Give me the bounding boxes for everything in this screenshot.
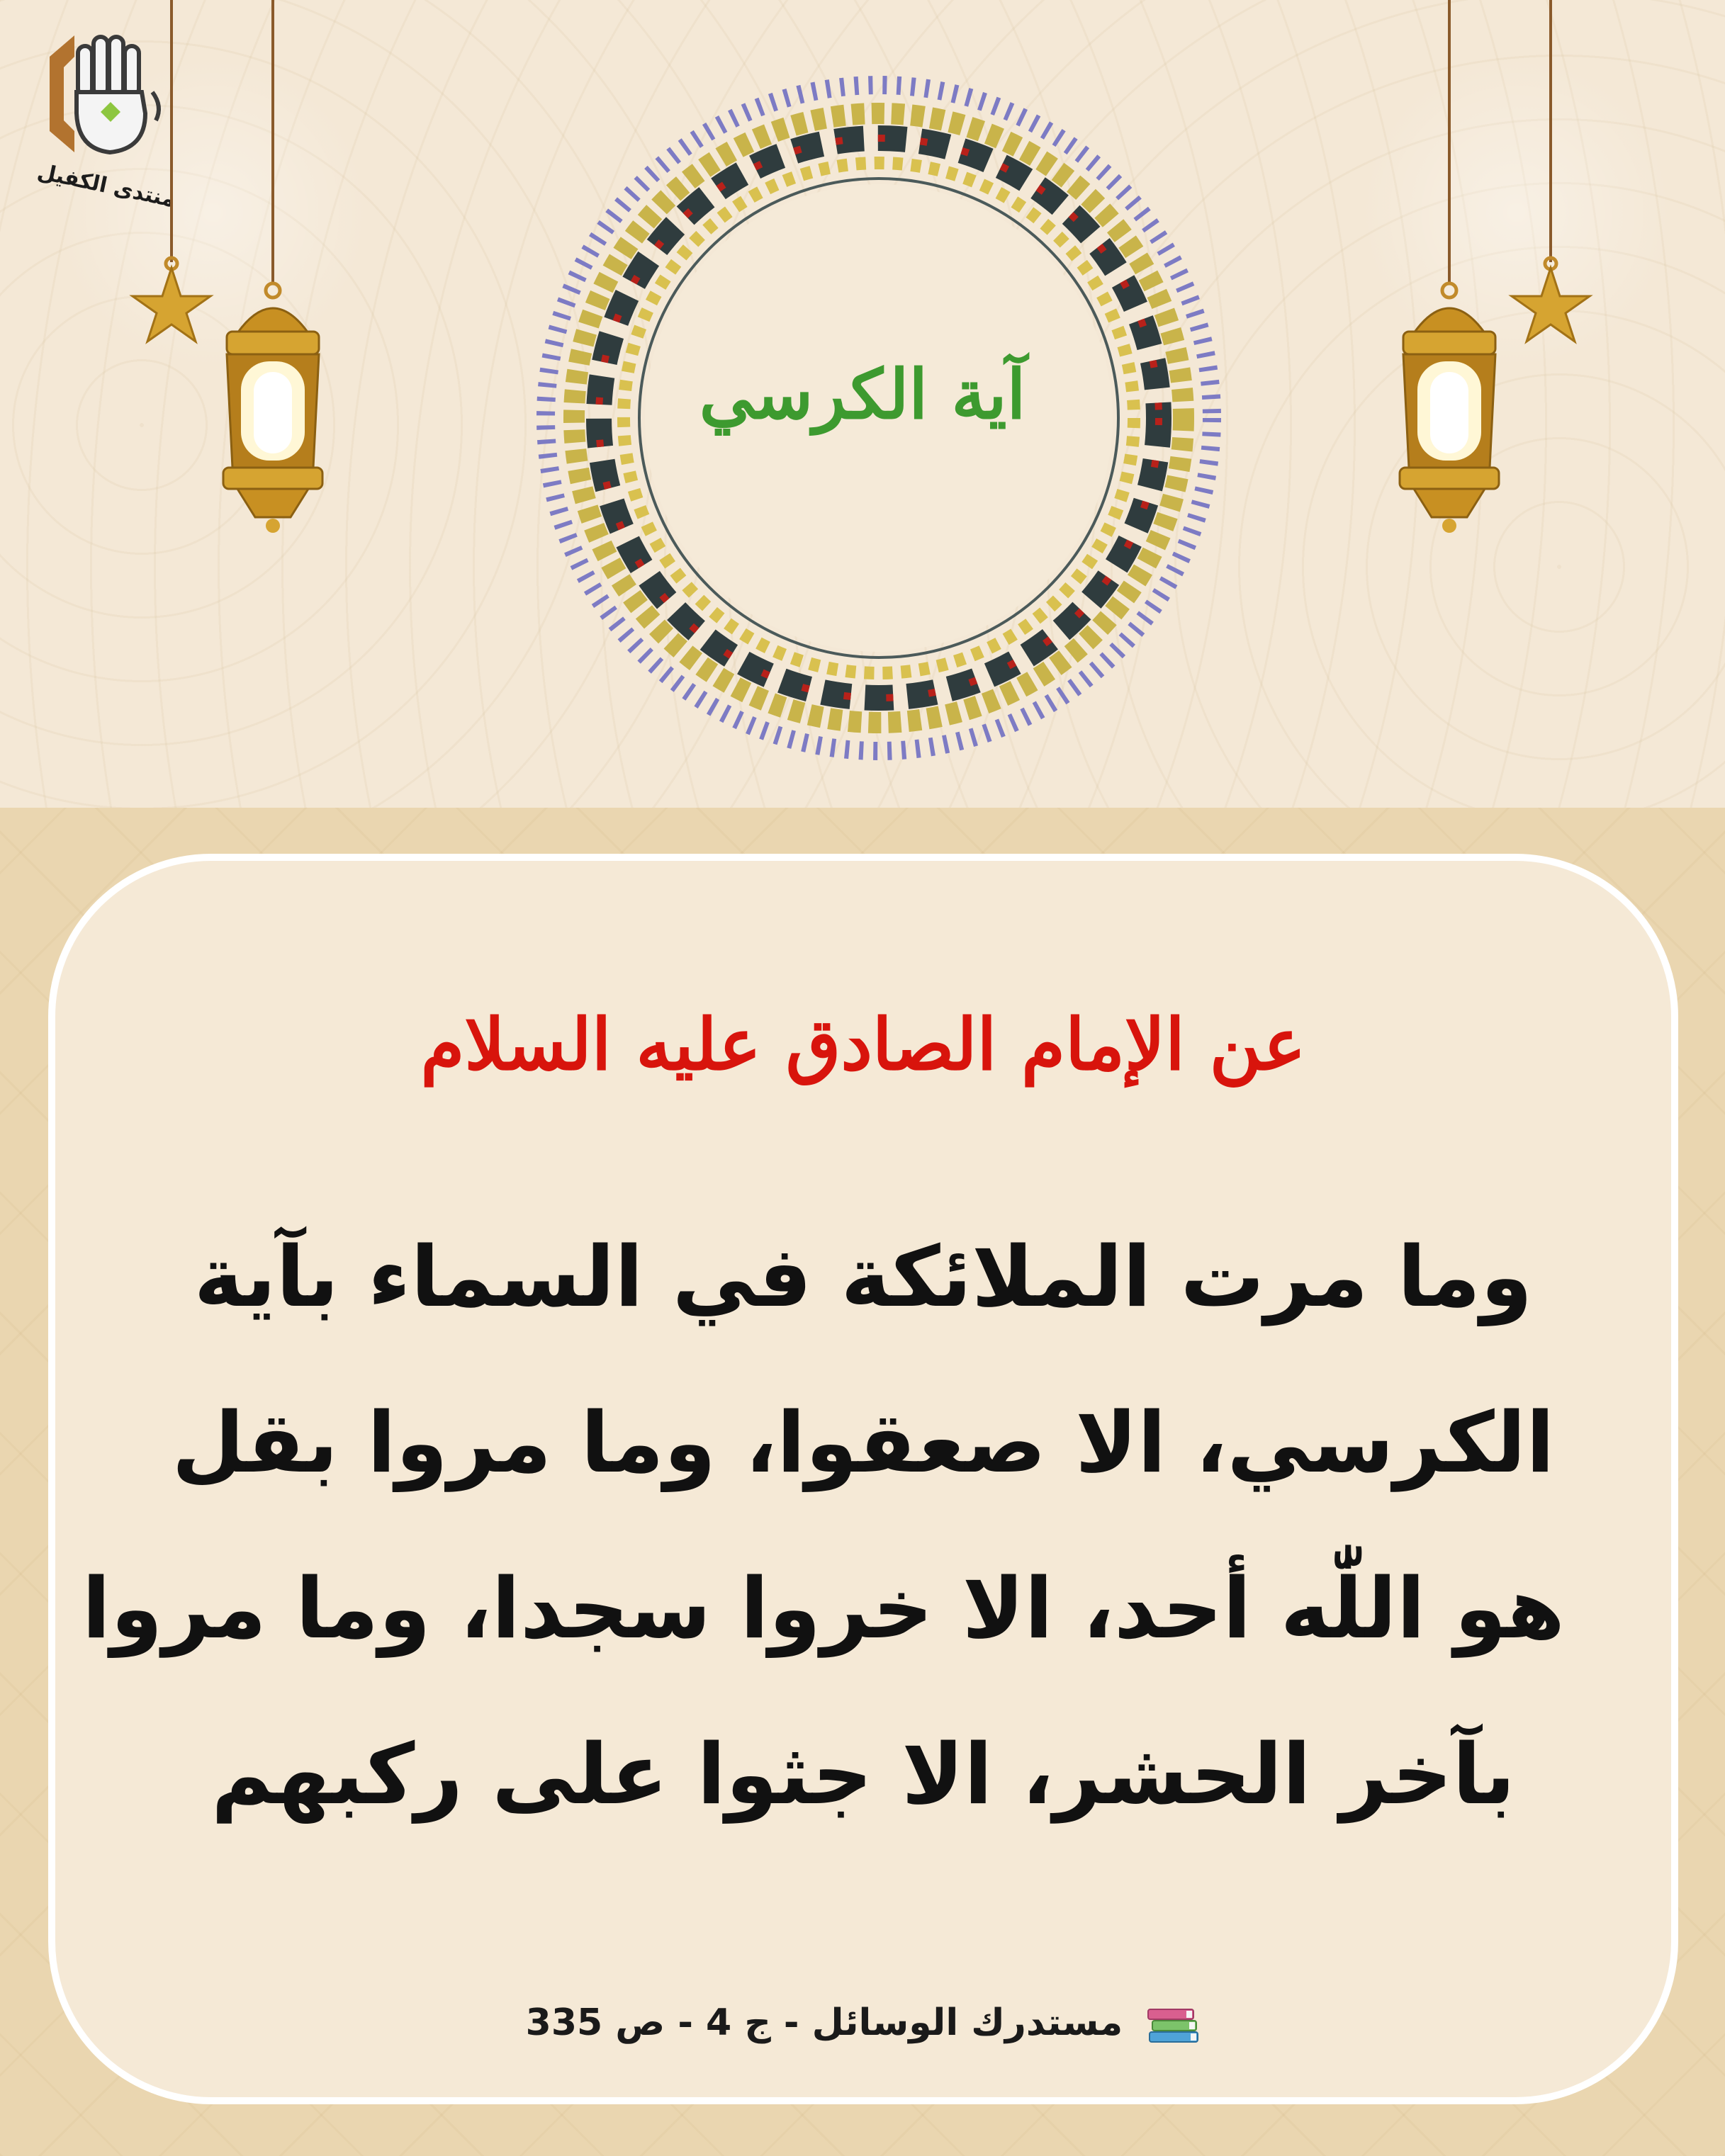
hadith-line: بآخر الحشر، الا جثوا على ركبهم	[211, 1725, 1515, 1823]
hadith-card	[48, 854, 1678, 2104]
books-icon	[1147, 2005, 1201, 2045]
hadith-line: وما مرت الملائكة في السماء بآية	[193, 1228, 1533, 1326]
logo-text: منتدى الكفيل	[35, 159, 178, 213]
lantern-right-icon	[1368, 0, 1602, 538]
hadith-text	[82, 1194, 1565, 1857]
narrator-heading: عن الإمام الصادق عليه السلام	[420, 1003, 1306, 1086]
lantern-left-icon	[120, 0, 354, 538]
source-text: مستدرك الوسائل - ج 4 - ص 335	[525, 2002, 1123, 2044]
hadith-line: الكرسي، الا صعقوا، وما مروا بقل	[172, 1394, 1555, 1491]
source-citation	[55, 2002, 1671, 2045]
page-title: آية الكرسي	[699, 354, 1026, 434]
hadith-line: هو اللّٰه أحد، الا خروا سجدا، وما مروا	[82, 1559, 1565, 1657]
